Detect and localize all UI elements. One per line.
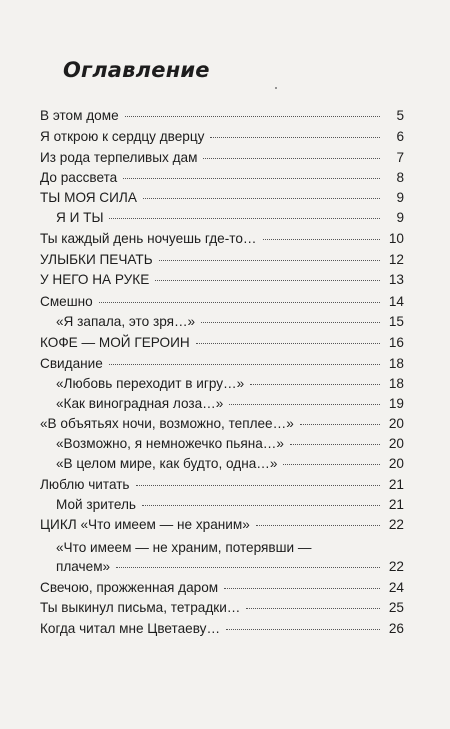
toc-entry-page: 13 <box>388 272 404 287</box>
dot-leader <box>201 322 380 323</box>
toc-entry <box>40 190 404 206</box>
toc-entry-title: Из рода терпеливых дам <box>40 150 198 165</box>
dot-leader <box>123 178 380 179</box>
toc-entry-page: 7 <box>396 150 404 165</box>
toc-entry-title: Смешно <box>40 294 93 309</box>
toc-entry-page: 20 <box>388 456 404 471</box>
toc-entry <box>40 210 404 226</box>
toc-entry-page: 21 <box>388 497 404 512</box>
toc-entry-title: В этом доме <box>40 108 119 123</box>
toc-entry-page: 20 <box>388 436 404 451</box>
dot-leader <box>300 424 380 425</box>
toc-entry <box>40 108 404 124</box>
dot-leader <box>109 218 380 219</box>
toc-entry <box>40 621 404 637</box>
toc-entry <box>40 456 404 472</box>
toc-entry-title: плачем» <box>56 559 111 574</box>
toc-entry <box>40 314 404 330</box>
dot-leader <box>142 505 380 506</box>
toc-entry-title: УЛЫБКИ ПЕЧАТЬ <box>40 252 153 267</box>
dot-leader <box>136 485 380 486</box>
toc-entry-title: «Что имеем — не храним, потерявши — <box>56 540 312 555</box>
toc-entry <box>40 559 404 575</box>
toc-entry-title: Люблю читать <box>40 477 130 492</box>
toc-entry-page: 18 <box>388 376 404 391</box>
toc-entry-page: 15 <box>388 314 404 329</box>
toc-entry-page: 20 <box>388 416 404 431</box>
toc-entry-title: Ты каждый день ночуешь где-то… <box>40 231 257 246</box>
dot-leader <box>263 239 381 240</box>
toc-entry-page: 12 <box>388 252 404 267</box>
toc-entry-title: Свидание <box>40 356 103 371</box>
toc-entry-page: 10 <box>388 231 404 246</box>
dot-leader <box>116 567 380 568</box>
dot-leader <box>229 404 380 405</box>
toc-entry-page: 26 <box>388 621 404 636</box>
toc-entry <box>40 272 404 288</box>
dot-leader <box>290 444 380 445</box>
toc-entry-page: 8 <box>396 170 404 185</box>
print-speck <box>275 87 277 89</box>
toc-entry-page: 5 <box>396 108 404 123</box>
toc-entry-title: Свечою, прожженная даром <box>40 580 219 595</box>
toc-entry <box>40 497 404 513</box>
toc-entry-title: «Любовь переходит в игру…» <box>56 376 245 391</box>
toc-entry-title: «Как виноградная лоза…» <box>56 396 224 411</box>
toc-entry <box>40 231 404 247</box>
toc-entry <box>40 252 404 268</box>
toc-entry-page: 21 <box>388 477 404 492</box>
toc-entry-title: ТЫ МОЯ СИЛА <box>40 190 137 205</box>
toc-entry-page: 19 <box>388 396 404 411</box>
toc-entry-title: Когда читал мне Цветаеву… <box>40 621 221 636</box>
toc-entry-page: 6 <box>396 129 404 144</box>
toc-entry <box>40 170 404 186</box>
toc-entry-title: Ты выкинул письма, тетрадки… <box>40 600 241 615</box>
dot-leader <box>226 629 380 630</box>
toc-entry-title: Мой зритель <box>56 497 136 512</box>
dot-leader <box>246 608 380 609</box>
toc-entry-title: До рассвета <box>40 170 118 185</box>
toc-entry <box>40 396 404 412</box>
toc-entry-title: У НЕГО НА РУКЕ <box>40 272 150 287</box>
toc-entry-title: «Возможно, я немножечко пьяна…» <box>56 436 284 451</box>
dot-leader <box>99 302 380 303</box>
toc-entry-page: 9 <box>396 210 404 225</box>
dot-leader <box>283 464 380 465</box>
toc-entry <box>40 416 404 432</box>
toc-entry-page: 24 <box>388 580 404 595</box>
dot-leader <box>155 280 380 281</box>
dot-leader <box>203 158 380 159</box>
toc-entry-page: 22 <box>388 559 404 574</box>
toc-entry <box>40 376 404 392</box>
toc-entry <box>40 436 404 452</box>
toc-entry-title: «Я запала, это зря…» <box>56 314 196 329</box>
toc-entry <box>40 580 404 596</box>
toc-entry <box>40 477 404 493</box>
toc-entry-title: ЦИКЛ «Что имеем — не храним» <box>40 517 250 532</box>
toc-entry <box>40 294 404 310</box>
toc-entry <box>40 540 404 556</box>
toc-entry <box>40 517 404 533</box>
dot-leader <box>210 137 380 138</box>
toc-entry-title: КОФЕ — МОЙ ГЕРОИН <box>40 335 190 350</box>
dot-leader <box>143 198 380 199</box>
dot-leader <box>109 364 380 365</box>
dot-leader <box>159 260 380 261</box>
toc-entry <box>40 335 404 351</box>
toc-entry-page: 22 <box>388 517 404 532</box>
dot-leader <box>224 588 380 589</box>
toc-entry-title: Я И ТЫ <box>56 210 104 225</box>
dot-leader <box>196 343 380 344</box>
toc-entry <box>40 129 404 145</box>
toc-entry-title: «В целом мире, как будто, одна…» <box>56 456 278 471</box>
toc-entry-page: 25 <box>388 600 404 615</box>
toc-entry-page: 9 <box>396 190 404 205</box>
toc-heading: Оглавление <box>63 58 210 82</box>
toc-entry-title: Я открою к сердцу дверцу <box>40 129 205 144</box>
toc-entry-title: «В объятьях ночи, возможно, теплее…» <box>40 416 294 431</box>
toc-entry <box>40 150 404 166</box>
dot-leader <box>256 525 380 526</box>
toc-entry-page: 14 <box>388 294 404 309</box>
toc-entry <box>40 600 404 616</box>
dot-leader <box>125 116 380 117</box>
dot-leader <box>250 384 380 385</box>
toc-entry <box>40 356 404 372</box>
toc-entry-page: 16 <box>388 335 404 350</box>
toc-entry-page: 18 <box>388 356 404 371</box>
